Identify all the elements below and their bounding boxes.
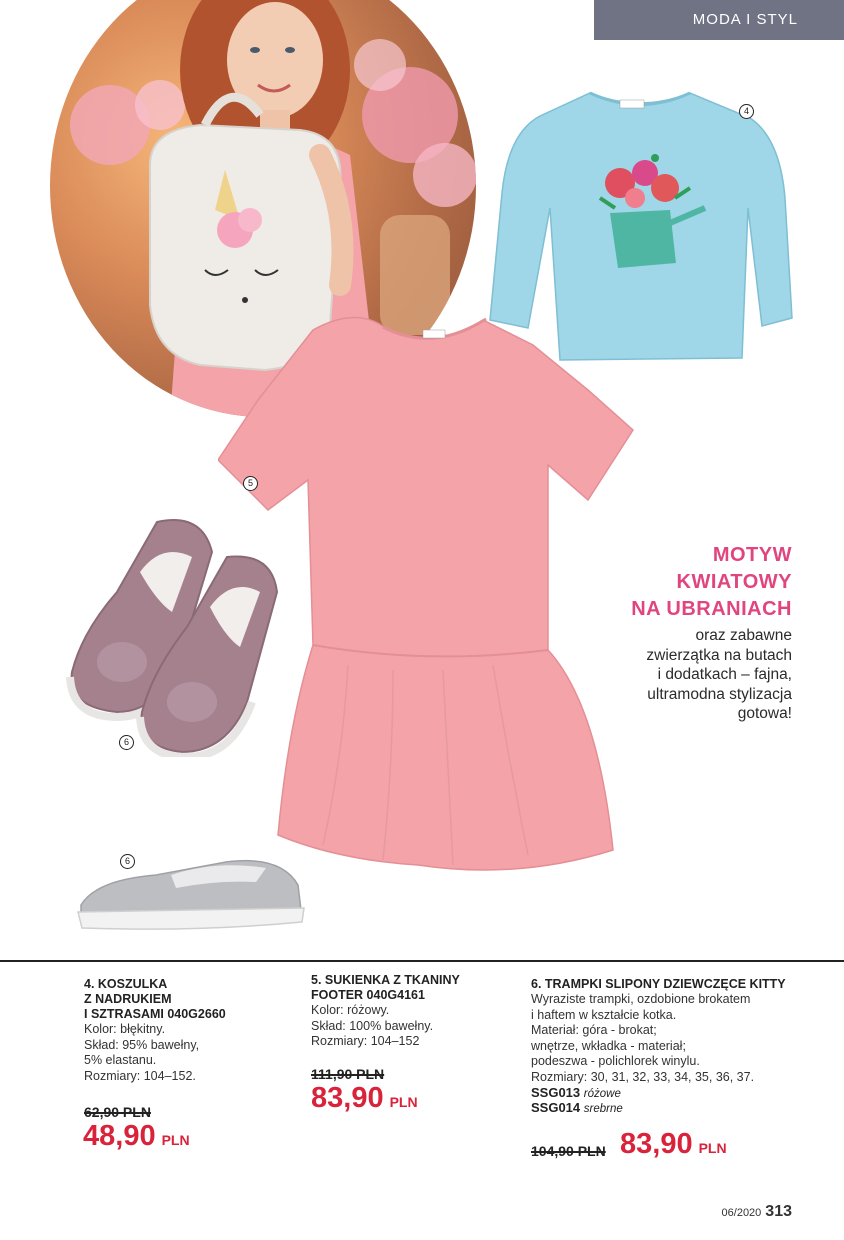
product-title (84, 977, 294, 1022)
product-detail-line: Rozmiary: 30, 31, 32, 33, 34, 35, 36, 37. (531, 1069, 755, 1084)
product-title (311, 973, 521, 1003)
product-info-sneakers (531, 977, 831, 1115)
currency-label: PLN (698, 1140, 727, 1156)
product-title-line: I SZTRASAMI 040G2660 (84, 1007, 226, 1021)
tagline-heading (631, 542, 792, 623)
product-info-shirt (84, 977, 294, 1084)
product-code-line (531, 1085, 831, 1100)
old-price: 111,90 PLN (311, 1066, 385, 1082)
product-detail-line: podeszwa - polichlorek winylu. (531, 1054, 700, 1068)
product-detail-line: Rozmiary: 104–152 (311, 1034, 420, 1048)
product-title (531, 977, 831, 992)
product-detail-line: Kolor: różowy. (311, 1003, 390, 1017)
product-title-line: 6. TRAMPKI SLIPONY DZIEWCZĘCE KITTY (531, 977, 786, 991)
product-variant: srebrne (583, 1103, 623, 1115)
issue-label: 06/2020 (721, 1207, 762, 1219)
product-title-line: Z NADRUKIEM (84, 992, 172, 1006)
currency-label: PLN (389, 1094, 418, 1110)
product-detail-line: i haftem w kształcie kotka. (531, 1007, 677, 1022)
product-code: SSG013 (531, 1085, 581, 1100)
tagline-heading-line: MOTYW (712, 544, 792, 566)
product-title-line: FOOTER 040G4161 (311, 988, 425, 1002)
item-number-marker: 5 (243, 476, 258, 491)
tagline-body-line: zwierzątka na butach (646, 646, 792, 664)
product-detail-line: Materiał: góra - brokat; (531, 1023, 657, 1037)
product-title-line: 4. KOSZULKA (84, 977, 168, 991)
tagline-heading-line: NA UBRANIACH (631, 598, 792, 620)
product-code: SSG014 (531, 1100, 581, 1115)
product-code-line (531, 1100, 831, 1115)
product-detail-line: Kolor: błękitny. (84, 1022, 166, 1036)
page-footer (722, 1203, 792, 1221)
product-title-line: 5. SUKIENKA Z TKANINY (311, 973, 460, 987)
new-price (83, 1120, 190, 1153)
old-price: 62,90 PLN (84, 1104, 151, 1120)
new-price-value: 83,90 (311, 1082, 384, 1114)
tagline-body (646, 626, 792, 724)
product-details (531, 992, 831, 1085)
currency-label: PLN (161, 1132, 190, 1148)
product-details (311, 1003, 521, 1050)
new-price (620, 1128, 727, 1161)
tagline-body-line: oraz zabawne (695, 627, 792, 644)
section-divider (0, 960, 844, 962)
product-detail-line: Skład: 100% bawełny. (311, 1018, 434, 1033)
tagline-body-line: i dodatkach – fajna, (657, 666, 792, 683)
section-header: MODA I STYL (594, 0, 844, 40)
silver-sneaker-image (76, 850, 308, 936)
product-details (84, 1022, 294, 1084)
item-number-marker: 6 (119, 735, 134, 750)
product-detail-line: 5% elastanu. (84, 1053, 157, 1067)
tagline-heading-line: KWIATOWY (676, 571, 792, 593)
new-price-value: 48,90 (83, 1120, 156, 1152)
product-detail-line: Rozmiary: 104–152. (84, 1068, 196, 1083)
product-detail-line: Skład: 95% bawełny, (84, 1037, 200, 1052)
product-detail-line: Wyraziste trampki, ozdobione brokatem (531, 992, 751, 1006)
product-detail-line: wnętrze, wkładka - materiał; (531, 1038, 686, 1053)
tagline-body-line: gotowa! (737, 705, 792, 722)
old-price: 104,90 PLN (531, 1143, 606, 1159)
item-number-marker: 4 (739, 104, 754, 119)
tagline-body-line: ultramodna stylizacja (647, 685, 792, 703)
new-price-value: 83,90 (620, 1128, 693, 1160)
product-variant: różowe (583, 1088, 621, 1100)
page-number: 313 (765, 1203, 792, 1220)
new-price (311, 1082, 418, 1115)
lilac-sneakers-image (62, 512, 287, 757)
item-number-marker: 6 (120, 854, 135, 869)
product-info-dress (311, 973, 521, 1050)
